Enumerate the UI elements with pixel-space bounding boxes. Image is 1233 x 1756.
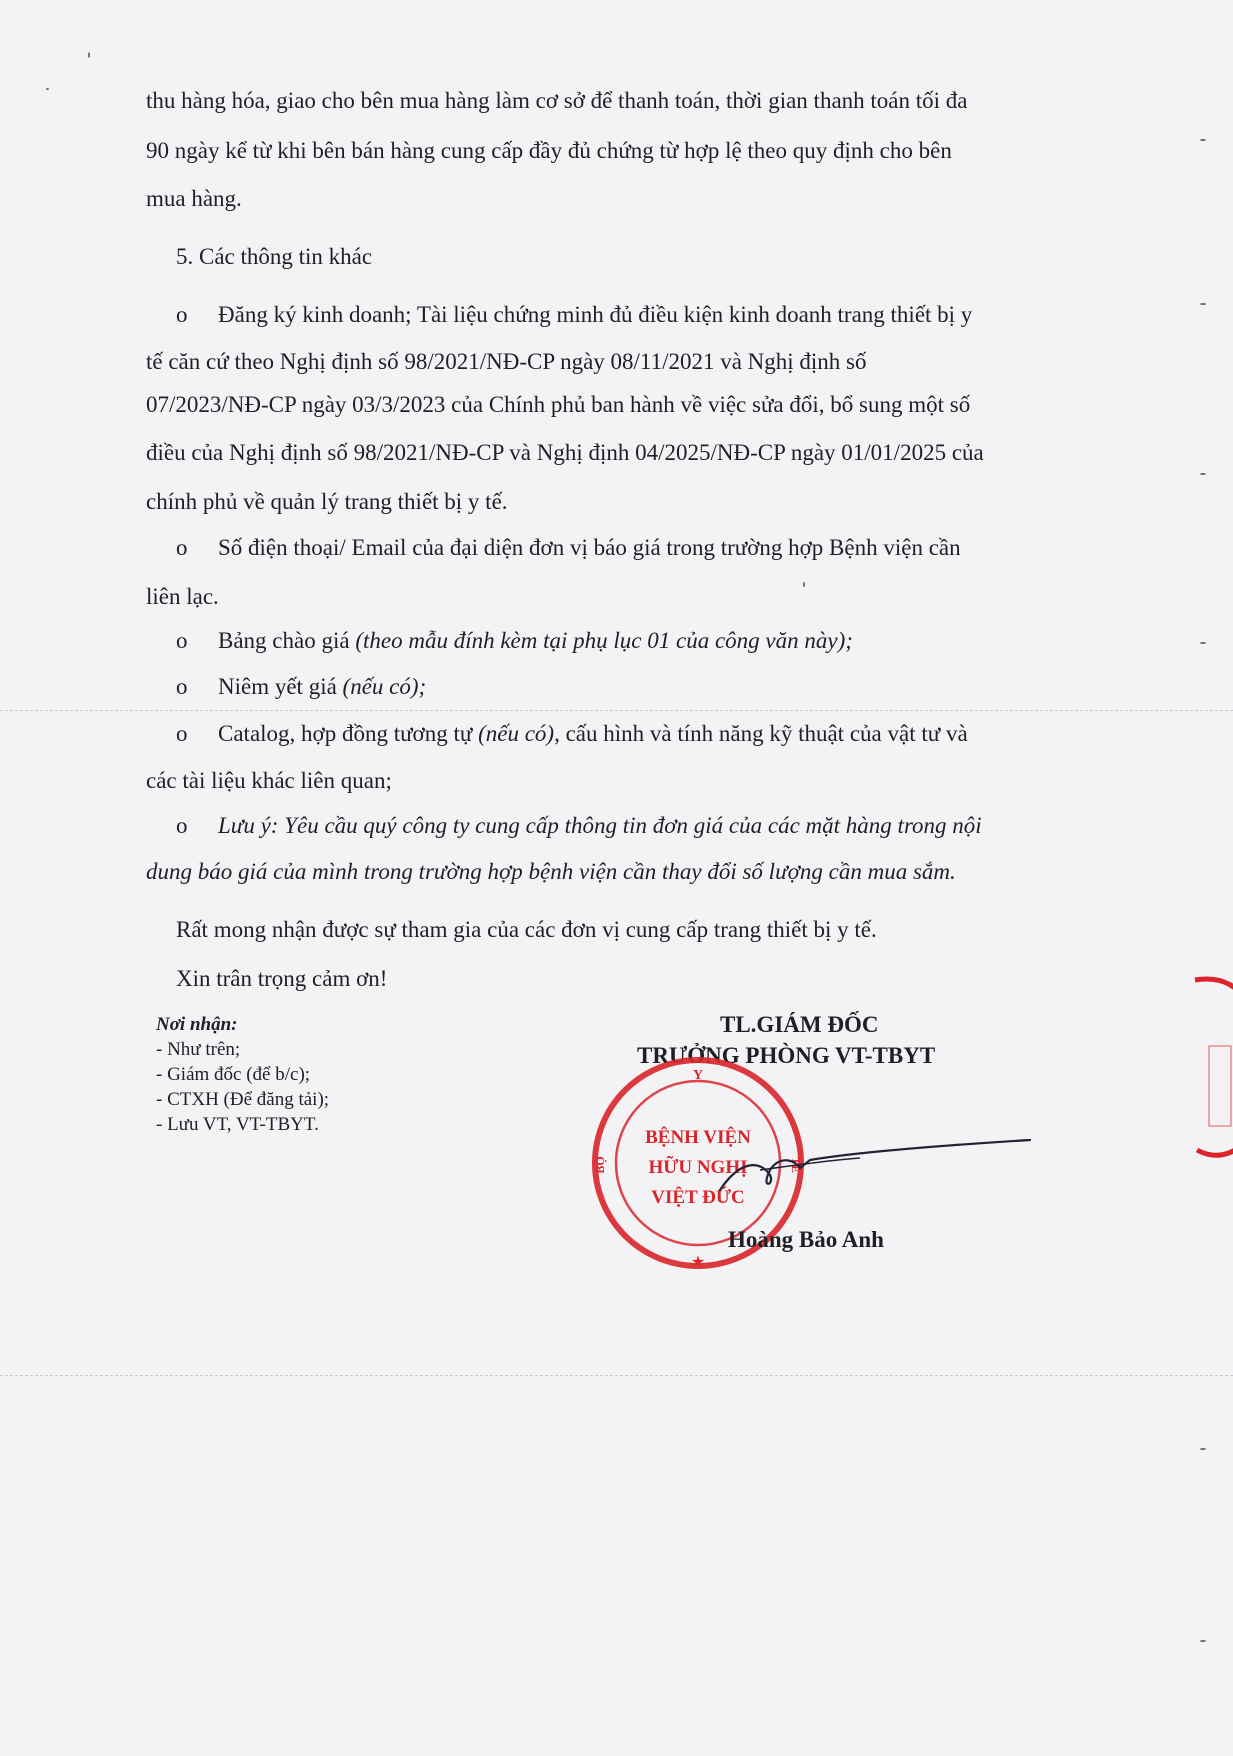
scan-speck [1200, 642, 1206, 644]
bullet-icon: o [176, 674, 188, 699]
scan-speck [1200, 473, 1206, 475]
stamp-ring-top: Y [692, 1068, 704, 1083]
text-line: mua hàng. [146, 186, 242, 211]
stamp-star-icon: ★ [690, 1252, 706, 1271]
closing-line: Xin trân trọng cảm ơn! [176, 966, 388, 991]
scan-speck [1200, 1448, 1206, 1450]
text-line: Đăng ký kinh doanh; Tài liệu chứng minh đủ điều kiện kinh doanh trang thiết bị y [218, 302, 973, 327]
bullet-icon: o [176, 302, 188, 327]
bullet-icon: o [176, 721, 188, 746]
stamp-line-3: VIỆT ĐỨC [651, 1187, 745, 1208]
recipient-item: - CTXH (Để đăng tải); [156, 1089, 330, 1110]
scan-speck [88, 52, 90, 58]
signer-name: Hoàng Bảo Anh [728, 1227, 884, 1252]
list-item [176, 811, 982, 841]
text-line: chính phủ về quản lý trang thiết bị y tế. [146, 489, 508, 514]
text-span: Catalog, hợp đồng tương tự [218, 721, 479, 746]
scan-artifact-line [0, 710, 1233, 711]
partial-stamp-icon [1185, 970, 1233, 1170]
scan-speck [1200, 1640, 1206, 1642]
note-text: Lưu ý: Yêu cầu quý công ty cung cấp thông tin đơn giá của các mặt hàng trong nội [218, 813, 982, 838]
text-line: Số điện thoại/ Email của đại diện đơn vị báo giá trong trường hợp Bệnh viện cần [218, 535, 961, 560]
handwritten-signature-icon [700, 1130, 1040, 1210]
list-item [176, 533, 961, 563]
scan-artifact-line [0, 1375, 1233, 1376]
italic-span: (nếu có); [342, 674, 427, 699]
recipient-item: - Lưu VT, VT-TBYT. [156, 1114, 319, 1135]
scan-speck [1200, 139, 1206, 141]
text-span: Bảng chào giá [218, 628, 356, 653]
italic-span: (nếu có) [478, 721, 555, 746]
signer-title: TL.GIÁM ĐỐC [720, 1012, 879, 1037]
recipient-item: - Như trên; [156, 1039, 241, 1060]
text-line: các tài liệu khác liên quan; [146, 768, 392, 793]
bullet-icon: o [176, 628, 188, 653]
closing-line: Rất mong nhận được sự tham gia của các đơn vị cung cấp trang thiết bị y tế. [176, 917, 877, 942]
stamp-ring-left: BỘ [593, 1156, 607, 1174]
text-line: liên lạc. [146, 584, 219, 609]
list-item [176, 626, 853, 656]
bullet-icon: o [176, 535, 188, 560]
text-line: điều của Nghị định số 98/2021/NĐ-CP và Nghị định 04/2025/NĐ-CP ngày 01/01/2025 của [146, 440, 984, 465]
text-line: thu hàng hóa, giao cho bên mua hàng làm cơ sở để thanh toán, thời gian thanh toán tối đa [146, 88, 968, 113]
text-line: 90 ngày kể từ khi bên bán hàng cung cấp đầy đủ chứng từ hợp lệ theo quy định cho bên [146, 138, 952, 163]
scan-speck [803, 582, 805, 587]
text-line: tế căn cứ theo Nghị định số 98/2021/NĐ-CP ngày 08/11/2021 và Nghị định số [146, 349, 867, 374]
stamp-ring-right: TẾ [789, 1156, 803, 1174]
section-heading: 5. Các thông tin khác [176, 244, 373, 269]
list-item [176, 300, 972, 330]
list-item [176, 719, 968, 749]
text-line: 07/2023/NĐ-CP ngày 03/3/2023 của Chính phủ ban hành về việc sửa đổi, bổ sung một số [146, 392, 971, 417]
scan-speck [1200, 303, 1206, 305]
signer-position: TRƯỞNG PHÒNG VT-TBYT [637, 1043, 936, 1068]
bullet-icon: o [176, 813, 188, 838]
scan-speck [46, 88, 49, 90]
recipients-heading: Nơi nhận: [156, 1014, 238, 1035]
note-text: dung báo giá của mình trong trường hợp bệnh viện cần thay đổi số lượng cần mua sắm. [146, 859, 956, 884]
list-item [176, 672, 426, 702]
stamp-line-2: HỮU NGHỊ [648, 1157, 748, 1178]
text-span: Niêm yết giá [218, 674, 343, 699]
stamp-line-1: BỆNH VIỆN [645, 1127, 751, 1148]
recipient-item: - Giám đốc (để b/c); [156, 1064, 311, 1085]
text-span: , cấu hình và tính năng kỹ thuật của vật tư và [554, 721, 968, 746]
italic-span: (theo mẫu đính kèm tại phụ lục 01 của công văn này); [355, 628, 853, 653]
recipients-block [156, 1012, 329, 1137]
